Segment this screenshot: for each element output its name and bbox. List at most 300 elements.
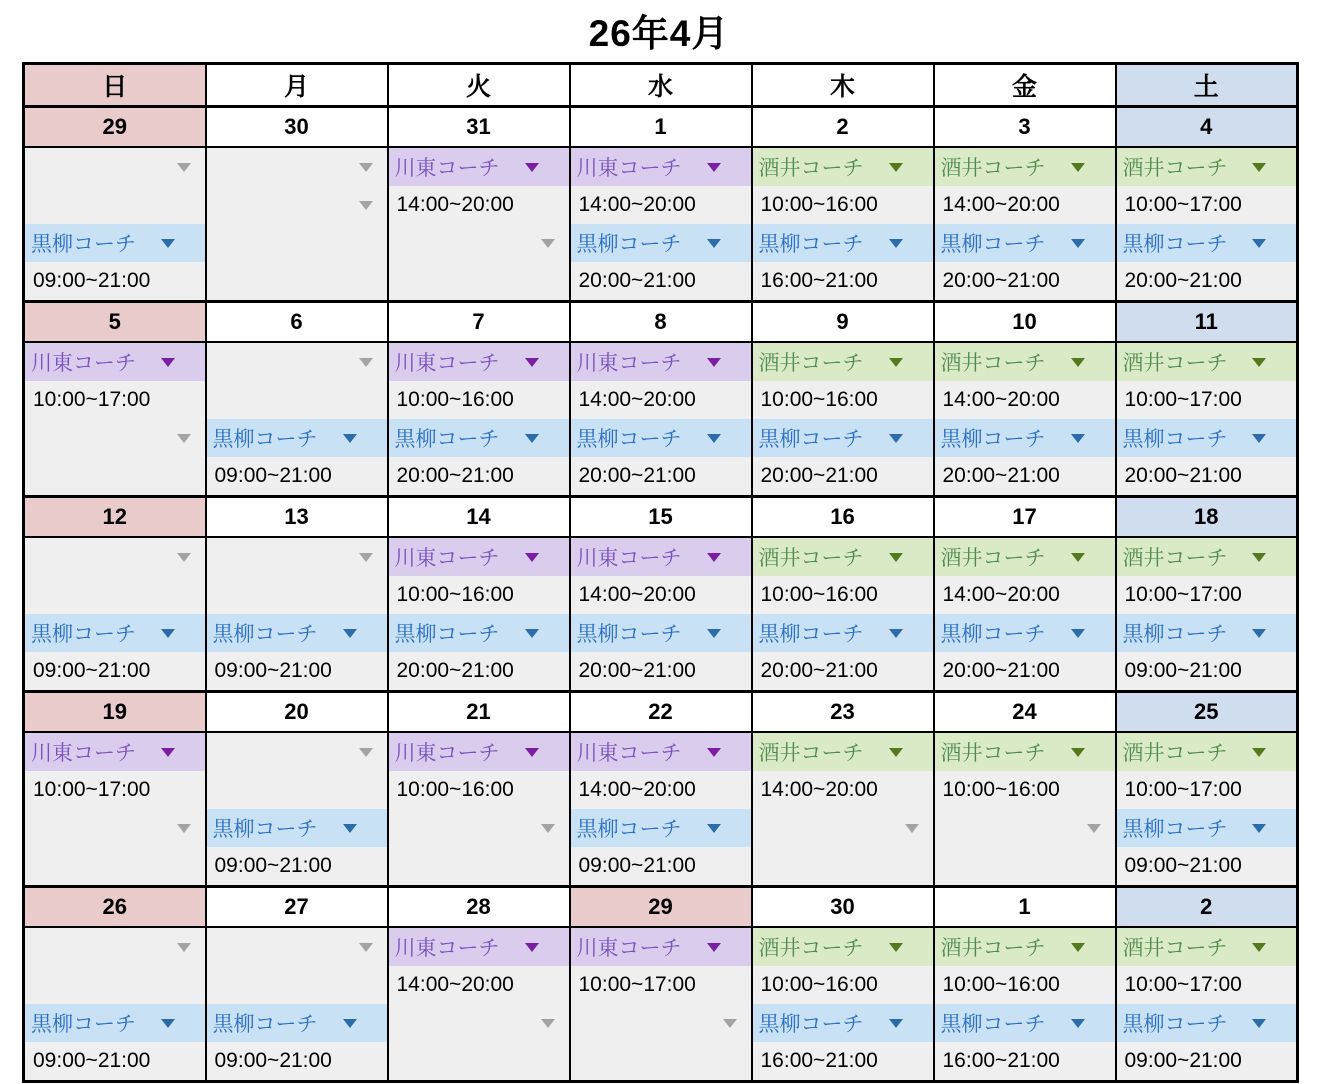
empty-dropdown-cell[interactable] [24, 809, 206, 847]
slot-row [24, 966, 1298, 1004]
coach-dropdown-cell[interactable] [934, 537, 1116, 576]
empty-cell [24, 186, 206, 224]
time-cell-content [1117, 576, 1297, 614]
coach-cell-content [207, 419, 387, 457]
time-cell-content [753, 186, 933, 224]
time-cell-content [389, 771, 569, 809]
coach-dropdown-cell[interactable] [752, 342, 934, 381]
dropdown-arrow-icon [343, 824, 357, 833]
weekday-label: 月 [283, 73, 309, 101]
date-cell [388, 302, 570, 343]
slot-row [24, 1004, 1298, 1042]
coach-dropdown-cell[interactable] [1116, 342, 1298, 381]
coach-dropdown-cell[interactable] [570, 614, 752, 652]
time-cell-content [1117, 847, 1297, 885]
time-cell [24, 652, 206, 692]
time-range-label: 20:00~21:00 [942, 659, 1060, 682]
coach-cell-content [389, 343, 569, 381]
dropdown-arrow-icon [889, 748, 903, 757]
coach-name-label: 川東コーチ [576, 352, 682, 375]
dropdown-arrow-icon [161, 629, 175, 638]
coach-dropdown-cell[interactable] [1116, 614, 1298, 652]
coach-dropdown-cell[interactable] [24, 1004, 206, 1042]
time-cell-content [753, 262, 933, 300]
time-range-label: 16:00~21:00 [760, 269, 878, 292]
coach-cell-content [1117, 733, 1297, 771]
time-cell-content [571, 186, 751, 224]
time-range-label: 09:00~21:00 [1124, 659, 1242, 682]
weekday-header [570, 64, 752, 107]
coach-dropdown-cell[interactable] [570, 927, 752, 966]
weekday-label: 木 [829, 73, 855, 101]
dropdown-arrow-icon [1071, 358, 1085, 367]
time-cell [1116, 576, 1298, 614]
time-cell-content [571, 847, 751, 885]
coach-name-label: 黒柳コーチ [1122, 428, 1228, 451]
coach-dropdown-cell[interactable] [752, 224, 934, 262]
time-cell [388, 381, 570, 419]
time-cell [934, 457, 1116, 497]
empty-cell-content [25, 148, 205, 186]
time-range-label: 10:00~16:00 [760, 388, 878, 411]
time-cell-content [389, 652, 569, 690]
empty-dropdown-cell[interactable] [24, 419, 206, 457]
date-cell [1116, 887, 1298, 928]
time-cell-content [571, 966, 751, 1004]
time-cell-content [389, 966, 569, 1004]
coach-dropdown-cell[interactable] [1116, 927, 1298, 966]
time-cell [388, 966, 570, 1004]
dropdown-arrow-icon [541, 824, 555, 833]
coach-name-label: 酒井コーチ [758, 157, 864, 180]
time-cell-content [1117, 262, 1297, 300]
time-cell [752, 457, 934, 497]
coach-dropdown-cell[interactable] [570, 342, 752, 381]
time-cell-content [389, 186, 569, 224]
empty-cell [24, 457, 206, 497]
coach-name-label: 黒柳コーチ [1122, 623, 1228, 646]
dropdown-arrow-icon [161, 358, 175, 367]
coach-cell-content [1117, 224, 1297, 262]
time-range-label: 14:00~20:00 [396, 193, 514, 216]
date-cell [934, 107, 1116, 148]
coach-dropdown-cell[interactable] [752, 1004, 934, 1042]
coach-dropdown-cell[interactable] [570, 537, 752, 576]
time-range-label: 10:00~17:00 [1124, 193, 1242, 216]
coach-dropdown-cell[interactable] [1116, 419, 1298, 457]
date-number: 30 [284, 114, 309, 139]
time-range-label: 20:00~21:00 [942, 269, 1060, 292]
empty-dropdown-cell[interactable] [570, 1004, 752, 1042]
time-cell [1116, 186, 1298, 224]
dropdown-arrow-icon [1071, 943, 1085, 952]
coach-name-label: 川東コーチ [576, 937, 682, 960]
empty-cell-content [389, 224, 569, 262]
empty-dropdown-cell[interactable] [388, 809, 570, 847]
coach-dropdown-cell[interactable] [206, 1004, 388, 1042]
coach-cell-content [25, 343, 205, 381]
time-cell-content [753, 966, 933, 1004]
coach-dropdown-cell[interactable] [206, 419, 388, 457]
coach-cell-content [1117, 343, 1297, 381]
empty-cell-content [25, 966, 205, 1004]
coach-cell-content [207, 614, 387, 652]
dropdown-arrow-icon [359, 748, 373, 757]
coach-cell-content [935, 148, 1115, 186]
coach-name-label: 黒柳コーチ [758, 428, 864, 451]
dropdown-arrow-icon [161, 748, 175, 757]
coach-name-label: 川東コーチ [394, 742, 500, 765]
dropdown-arrow-icon [1252, 824, 1266, 833]
coach-name-label: 酒井コーチ [940, 937, 1046, 960]
coach-dropdown-cell[interactable] [570, 224, 752, 262]
empty-dropdown-cell[interactable] [206, 732, 388, 771]
dropdown-arrow-icon [1071, 629, 1085, 638]
coach-cell-content [753, 148, 933, 186]
coach-dropdown-cell[interactable] [934, 614, 1116, 652]
time-cell-content [389, 576, 569, 614]
time-cell-content [25, 652, 205, 690]
calendar-body [24, 107, 1298, 1082]
time-range-label: 14:00~20:00 [578, 388, 696, 411]
date-number: 18 [1194, 504, 1219, 529]
empty-dropdown-cell[interactable] [934, 809, 1116, 847]
time-cell-content [1117, 457, 1297, 495]
coach-name-label: 黒柳コーチ [758, 1013, 864, 1036]
empty-cell-content [389, 1004, 569, 1042]
slot-row [24, 732, 1298, 771]
coach-dropdown-cell[interactable] [570, 809, 752, 847]
time-range-label: 10:00~16:00 [396, 388, 514, 411]
time-cell [752, 1042, 934, 1082]
coach-dropdown-cell[interactable] [934, 419, 1116, 457]
empty-cell [570, 1042, 752, 1082]
coach-name-label: 黒柳コーチ [212, 1013, 318, 1036]
dropdown-arrow-icon [1252, 748, 1266, 757]
coach-name-label: 黒柳コーチ [212, 623, 318, 646]
empty-dropdown-cell[interactable] [206, 537, 388, 576]
dropdown-arrow-icon [889, 943, 903, 952]
empty-dropdown-cell[interactable] [24, 147, 206, 186]
time-range-label: 10:00~17:00 [1124, 973, 1242, 996]
coach-dropdown-cell[interactable] [934, 342, 1116, 381]
date-cell [1116, 497, 1298, 538]
date-cell [570, 692, 752, 733]
empty-cell-content [207, 186, 387, 224]
empty-dropdown-cell[interactable] [206, 927, 388, 966]
dropdown-arrow-icon [1071, 553, 1085, 562]
time-range-label: 10:00~16:00 [760, 583, 878, 606]
empty-dropdown-cell[interactable] [206, 342, 388, 381]
coach-dropdown-cell[interactable] [752, 614, 934, 652]
dropdown-arrow-icon [1087, 824, 1101, 833]
date-cell [206, 887, 388, 928]
time-cell-content [207, 457, 387, 495]
coach-cell-content [571, 148, 751, 186]
time-range-label: 14:00~20:00 [578, 583, 696, 606]
empty-dropdown-cell[interactable] [752, 809, 934, 847]
coach-cell-content [935, 733, 1115, 771]
empty-cell-content [935, 847, 1115, 885]
slot-row [24, 262, 1298, 302]
coach-name-label: 川東コーチ [394, 937, 500, 960]
coach-dropdown-cell[interactable] [934, 732, 1116, 771]
empty-dropdown-cell[interactable] [206, 186, 388, 224]
coach-dropdown-cell[interactable] [388, 147, 570, 186]
date-number: 3 [1018, 114, 1031, 139]
dropdown-arrow-icon [1252, 629, 1266, 638]
coach-name-label: 酒井コーチ [1122, 157, 1228, 180]
date-number: 20 [284, 699, 309, 724]
time-cell [752, 771, 934, 809]
coach-dropdown-cell[interactable] [1116, 224, 1298, 262]
time-cell [934, 966, 1116, 1004]
slot-row [24, 927, 1298, 966]
coach-name-label: 黒柳コーチ [31, 1013, 136, 1036]
time-range-label: 20:00~21:00 [760, 659, 878, 682]
coach-dropdown-cell[interactable] [388, 537, 570, 576]
date-cell [752, 692, 934, 733]
coach-dropdown-cell[interactable] [388, 927, 570, 966]
time-cell [934, 381, 1116, 419]
coach-dropdown-cell[interactable] [388, 419, 570, 457]
empty-cell-content [753, 809, 933, 847]
coach-dropdown-cell[interactable] [934, 927, 1116, 966]
time-cell-content [207, 652, 387, 690]
coach-dropdown-cell[interactable] [1116, 809, 1298, 847]
coach-dropdown-cell[interactable] [388, 614, 570, 652]
date-number: 10 [1012, 309, 1037, 334]
empty-dropdown-cell[interactable] [24, 537, 206, 576]
time-cell [206, 457, 388, 497]
time-cell [1116, 847, 1298, 887]
date-cell [1116, 302, 1298, 343]
empty-cell [934, 847, 1116, 887]
coach-name-label: 川東コーチ [31, 742, 136, 765]
date-number: 29 [102, 114, 127, 139]
date-row [24, 302, 1298, 343]
coach-cell-content [571, 343, 751, 381]
coach-dropdown-cell[interactable] [206, 614, 388, 652]
time-cell [570, 652, 752, 692]
date-number: 4 [1200, 114, 1213, 139]
date-number: 16 [830, 504, 855, 529]
weekday-header [206, 64, 388, 107]
time-cell-content [753, 381, 933, 419]
empty-dropdown-cell[interactable] [388, 1004, 570, 1042]
time-cell-content [753, 771, 933, 809]
coach-dropdown-cell[interactable] [570, 147, 752, 186]
empty-cell-content [389, 262, 569, 300]
coach-cell-content [753, 733, 933, 771]
empty-cell-content [25, 576, 205, 614]
empty-cell [206, 576, 388, 614]
slot-row [24, 1042, 1298, 1082]
dropdown-arrow-icon [1252, 163, 1266, 172]
time-range-label: 10:00~17:00 [1124, 388, 1242, 411]
date-cell [934, 887, 1116, 928]
coach-cell-content [753, 928, 933, 966]
coach-name-label: 黒柳コーチ [758, 623, 864, 646]
coach-cell-content [753, 614, 933, 652]
coach-dropdown-cell[interactable] [1116, 732, 1298, 771]
date-number: 15 [648, 504, 673, 529]
time-cell [934, 771, 1116, 809]
empty-cell-content [207, 148, 387, 186]
coach-dropdown-cell[interactable] [206, 809, 388, 847]
coach-name-label: 酒井コーチ [940, 547, 1046, 570]
coach-name-label: 黒柳コーチ [758, 233, 864, 256]
dropdown-arrow-icon [177, 163, 191, 172]
empty-cell-content [25, 186, 205, 224]
date-number: 2 [836, 114, 849, 139]
coach-dropdown-cell[interactable] [388, 342, 570, 381]
coach-dropdown-cell[interactable] [24, 614, 206, 652]
empty-cell [206, 381, 388, 419]
coach-name-label: 黒柳コーチ [576, 623, 682, 646]
dropdown-arrow-icon [723, 1019, 737, 1028]
coach-name-label: 川東コーチ [31, 352, 136, 375]
coach-dropdown-cell[interactable] [570, 732, 752, 771]
coach-name-label: 酒井コーチ [1122, 547, 1228, 570]
dropdown-arrow-icon [359, 943, 373, 952]
dropdown-arrow-icon [707, 629, 721, 638]
coach-dropdown-cell[interactable] [24, 732, 206, 771]
date-number: 21 [466, 699, 491, 724]
coach-dropdown-cell[interactable] [1116, 537, 1298, 576]
date-cell [752, 107, 934, 148]
coach-name-label: 黒柳コーチ [940, 623, 1046, 646]
time-range-label: 09:00~21:00 [1124, 854, 1242, 877]
dropdown-arrow-icon [1071, 434, 1085, 443]
coach-dropdown-cell[interactable] [752, 147, 934, 186]
time-cell-content [1117, 1042, 1297, 1080]
coach-dropdown-cell[interactable] [24, 342, 206, 381]
dropdown-arrow-icon [359, 163, 373, 172]
coach-dropdown-cell[interactable] [752, 419, 934, 457]
empty-cell [24, 847, 206, 887]
coach-cell-content [1117, 1004, 1297, 1042]
date-row [24, 107, 1298, 148]
coach-dropdown-cell[interactable] [752, 537, 934, 576]
time-range-label: 20:00~21:00 [578, 269, 696, 292]
time-cell [752, 652, 934, 692]
time-cell [752, 186, 934, 224]
coach-name-label: 黒柳コーチ [31, 233, 136, 256]
empty-cell-content [25, 419, 205, 457]
time-cell [24, 262, 206, 302]
date-cell [570, 887, 752, 928]
empty-cell [388, 1042, 570, 1082]
coach-cell-content [935, 224, 1115, 262]
schedule-calendar [22, 62, 1299, 1083]
dropdown-arrow-icon [889, 434, 903, 443]
empty-dropdown-cell[interactable] [24, 927, 206, 966]
date-number: 17 [1012, 504, 1037, 529]
empty-cell-content [935, 809, 1115, 847]
empty-cell-content [389, 847, 569, 885]
date-number: 19 [102, 699, 127, 724]
coach-cell-content [571, 419, 751, 457]
coach-name-label: 酒井コーチ [1122, 937, 1228, 960]
empty-cell-content [207, 262, 387, 300]
coach-dropdown-cell[interactable] [24, 224, 206, 262]
coach-name-label: 酒井コーチ [758, 352, 864, 375]
dropdown-arrow-icon [359, 553, 373, 562]
coach-dropdown-cell[interactable] [934, 147, 1116, 186]
time-cell-content [935, 1042, 1115, 1080]
date-number: 23 [830, 699, 855, 724]
coach-dropdown-cell[interactable] [388, 732, 570, 771]
dropdown-arrow-icon [343, 1019, 357, 1028]
time-range-label: 10:00~16:00 [942, 778, 1060, 801]
coach-cell-content [25, 733, 205, 771]
time-cell [206, 652, 388, 692]
coach-cell-content [1117, 419, 1297, 457]
coach-cell-content [571, 614, 751, 652]
time-range-label: 20:00~21:00 [942, 464, 1060, 487]
empty-cell [752, 847, 934, 887]
dropdown-arrow-icon [161, 239, 175, 248]
date-cell [206, 107, 388, 148]
time-cell-content [25, 1042, 205, 1080]
coach-dropdown-cell[interactable] [1116, 1004, 1298, 1042]
coach-name-label: 酒井コーチ [1122, 352, 1228, 375]
coach-dropdown-cell[interactable] [1116, 147, 1298, 186]
date-cell [24, 887, 206, 928]
coach-cell-content [207, 809, 387, 847]
coach-dropdown-cell[interactable] [752, 732, 934, 771]
coach-cell-content [389, 538, 569, 576]
dropdown-arrow-icon [525, 553, 539, 562]
empty-cell [388, 847, 570, 887]
time-range-label: 20:00~21:00 [578, 464, 696, 487]
coach-name-label: 川東コーチ [576, 157, 682, 180]
date-cell [752, 887, 934, 928]
empty-cell [24, 966, 206, 1004]
coach-name-label: 黒柳コーチ [394, 623, 500, 646]
coach-dropdown-cell[interactable] [934, 224, 1116, 262]
empty-cell-content [207, 966, 387, 1004]
time-range-label: 09:00~21:00 [33, 1049, 151, 1072]
time-cell [24, 1042, 206, 1082]
time-cell-content [753, 1042, 933, 1080]
date-cell [24, 692, 206, 733]
date-number: 5 [108, 309, 121, 334]
dropdown-arrow-icon [525, 358, 539, 367]
time-cell-content [389, 457, 569, 495]
time-cell-content [935, 457, 1115, 495]
date-cell [570, 302, 752, 343]
dropdown-arrow-icon [707, 163, 721, 172]
time-cell [752, 576, 934, 614]
empty-dropdown-cell[interactable] [206, 147, 388, 186]
time-cell [388, 457, 570, 497]
coach-name-label: 黒柳コーチ [576, 428, 682, 451]
time-cell [388, 576, 570, 614]
coach-cell-content [571, 928, 751, 966]
coach-name-label: 黒柳コーチ [940, 1013, 1046, 1036]
coach-dropdown-cell[interactable] [570, 419, 752, 457]
time-cell [934, 1042, 1116, 1082]
empty-dropdown-cell[interactable] [388, 224, 570, 262]
coach-dropdown-cell[interactable] [752, 927, 934, 966]
coach-dropdown-cell[interactable] [934, 1004, 1116, 1042]
time-cell-content [1117, 966, 1297, 1004]
dropdown-arrow-icon [359, 358, 373, 367]
time-cell [1116, 652, 1298, 692]
time-cell [388, 652, 570, 692]
